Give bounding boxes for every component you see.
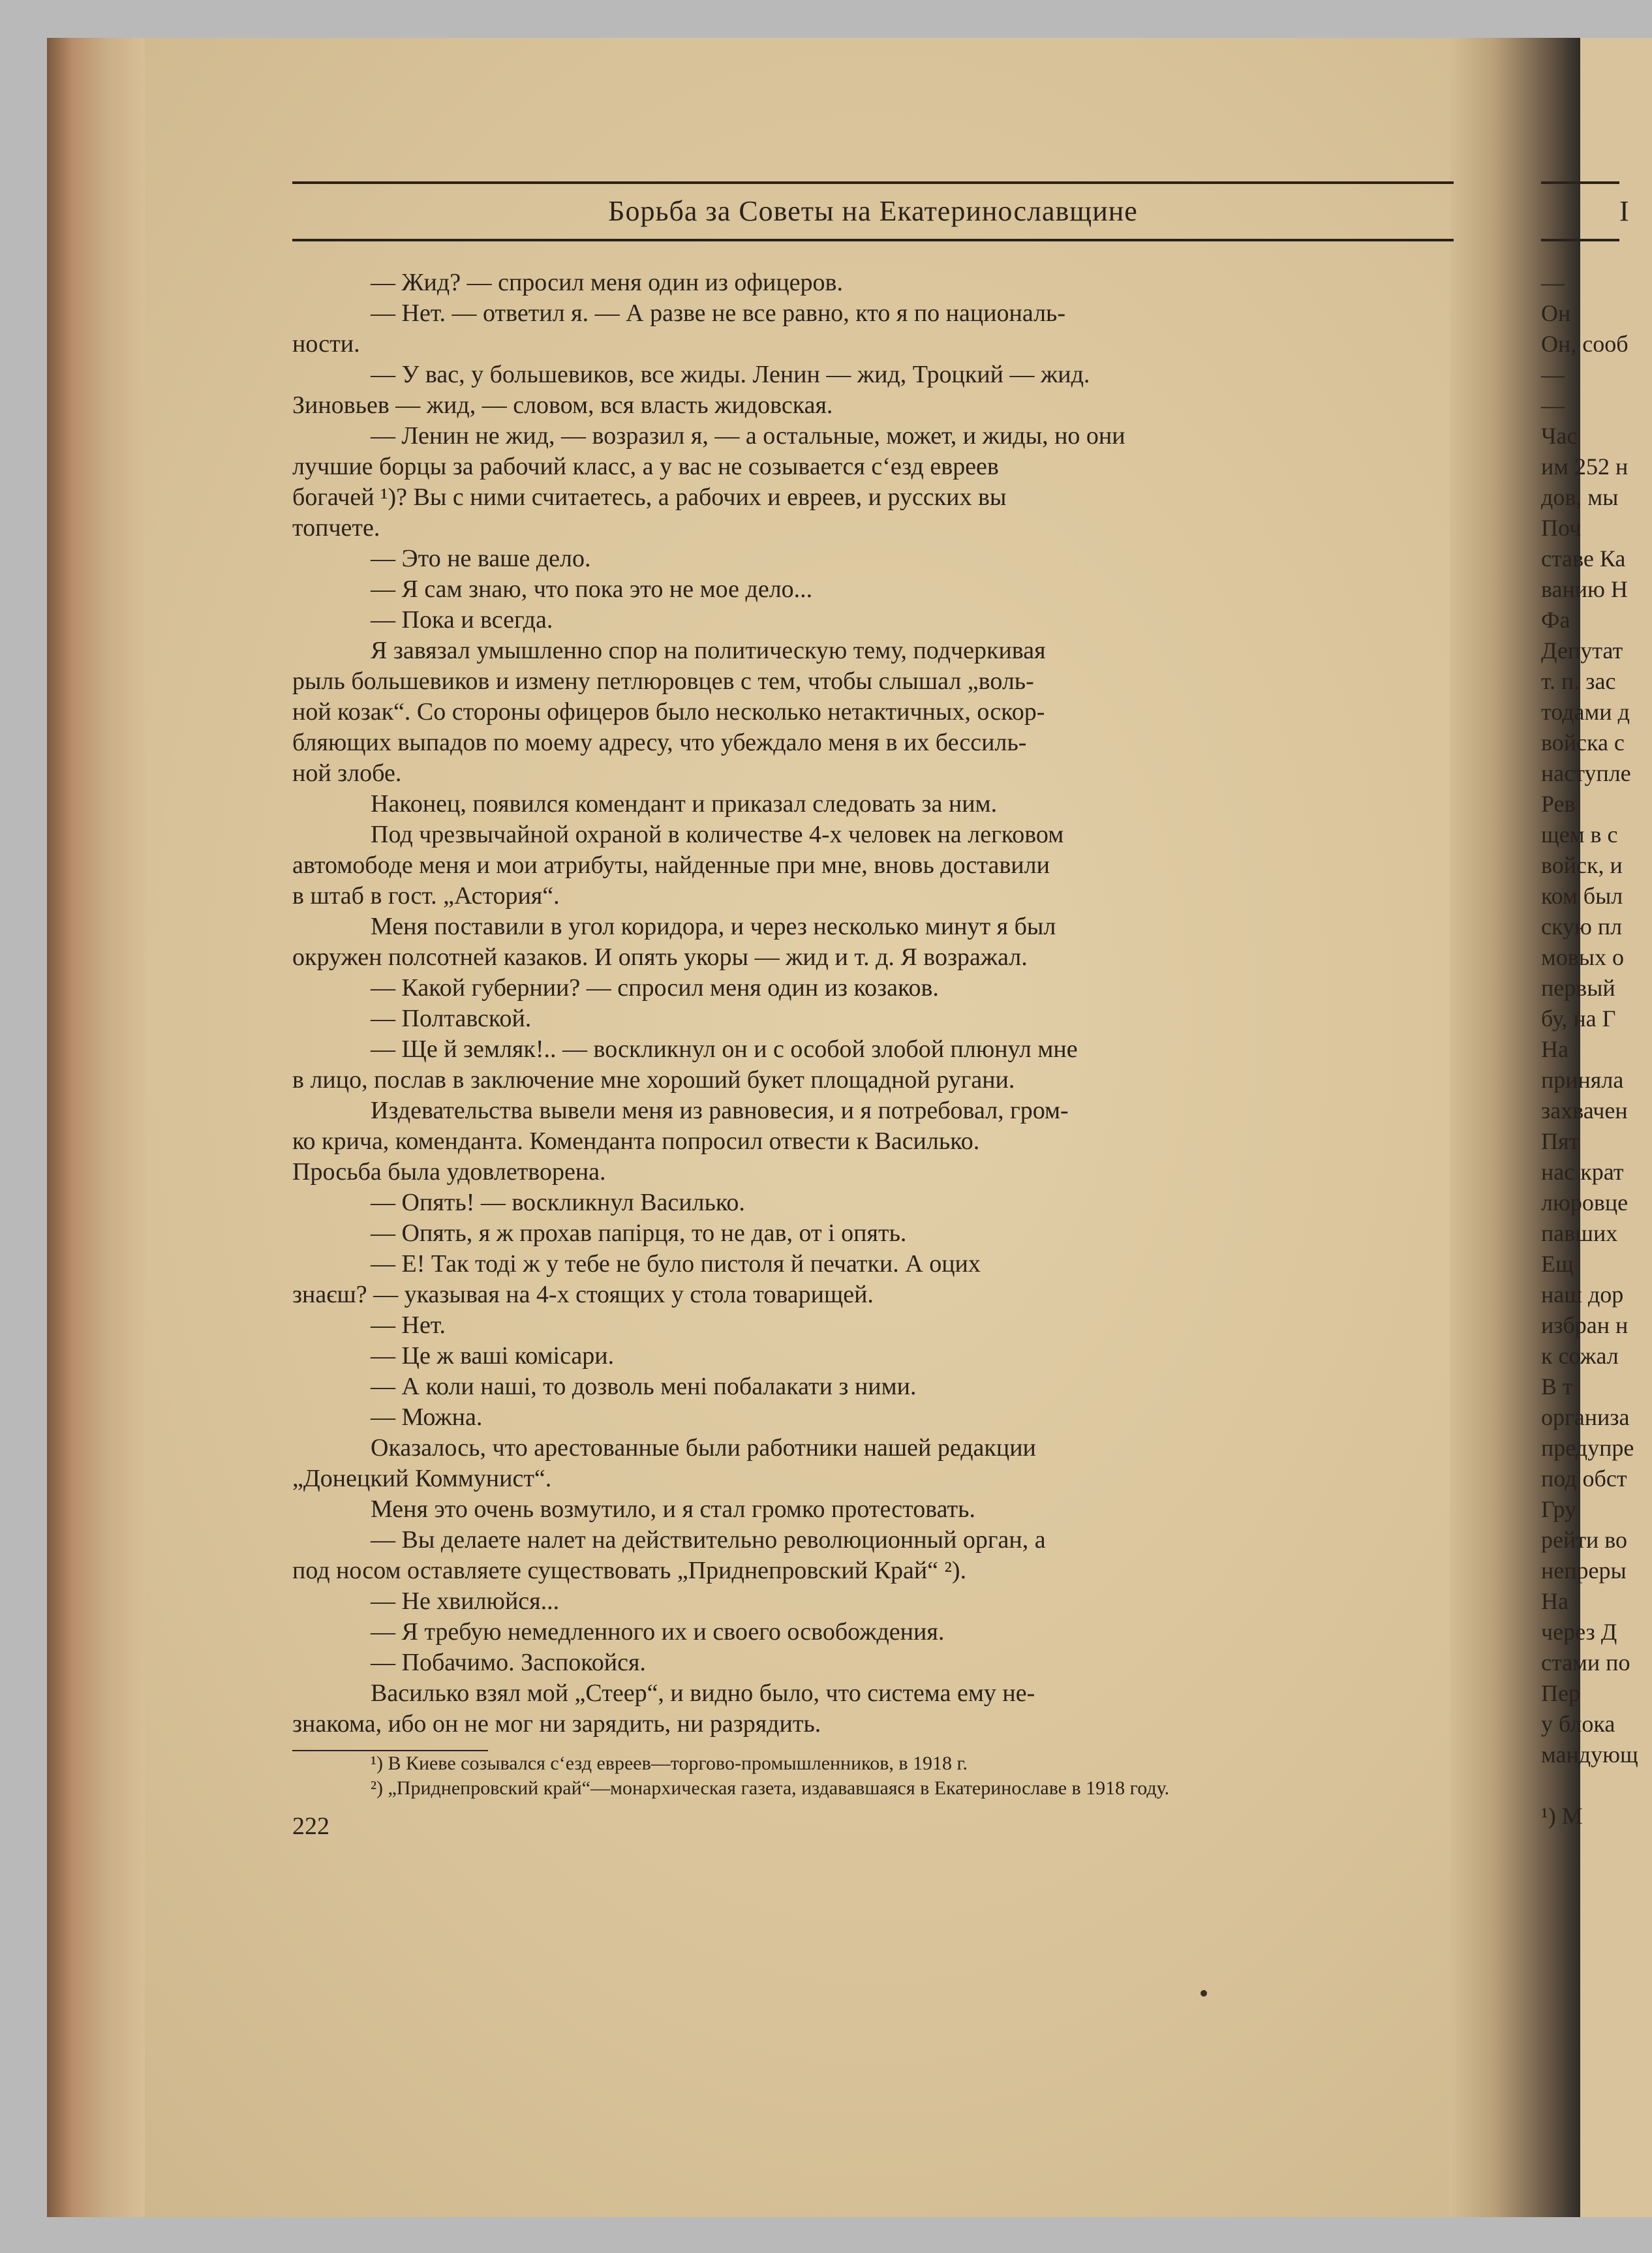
right-page-line: ¹) М: [1541, 1803, 1583, 1829]
paragraph: Василько взял мой „Стеер“, и видно было, что система ему не- знакома, ибо он не мог ни зарядить, ни разрядить.: [292, 1679, 1035, 1738]
right-page-line: захвачен: [1541, 1097, 1628, 1124]
right-page-line: Он: [1541, 300, 1571, 326]
paragraph: — Нет. — ответил я. — А разве не все равно, кто я по националь- ности.: [292, 299, 1066, 358]
left-page-text: [292, 181, 1454, 1943]
paragraph: — Е! Так тоді ж у тебе не було пистоля й печатки. А оцих знаєш? — указывая на 4-х стоящих у стола товарищей.: [292, 1250, 981, 1308]
right-page-lines: [1541, 268, 1638, 1832]
right-page-line: т. п. зас: [1541, 668, 1616, 694]
footnote: ¹) В Киеве созывался с‘езд евреев—торгово-промышленников, в 1918 г.: [371, 1753, 968, 1774]
right-page-line: бу, на Г: [1541, 1005, 1616, 1032]
paragraph: Меня это очень возмутило, и я стал громко протестовать.: [371, 1495, 975, 1523]
paragraph: Издевательства вывели меня из равновесия, и я потребовал, гром- ко крича, коменданта. Коменданта попросил отвести к Василько. Просьба была удовлетворена.: [292, 1097, 1069, 1186]
right-page-line: тодами д: [1541, 699, 1630, 725]
right-page-line: павших: [1541, 1220, 1618, 1246]
page-number: 222: [292, 1813, 329, 1840]
right-page-line: ставе Ка: [1541, 545, 1626, 572]
paragraph: — Я сам знаю, что пока это не мое дело...: [371, 575, 813, 603]
right-running-header: I: [1541, 181, 1619, 241]
right-page-line: мовых о: [1541, 944, 1624, 970]
right-page-line: избран н: [1541, 1312, 1629, 1338]
right-page-line: нас крат: [1541, 1159, 1624, 1185]
right-page-line: мандующ: [1541, 1741, 1638, 1768]
paragraph: — Ще й земляк!.. — воскликнул он и с особой злобой плюнул мне в лицо, послав в заключение мне хороший букет площадной ругани.: [292, 1035, 1078, 1094]
paragraph: — Полтавской.: [371, 1005, 532, 1032]
right-page-line: у блока: [1541, 1711, 1615, 1737]
right-page-line: непреры: [1541, 1557, 1627, 1584]
right-page-line: дов, мы: [1541, 484, 1619, 510]
ink-dot: [1201, 1990, 1207, 1997]
right-page-line: ком был: [1541, 883, 1623, 909]
paragraph: — Це ж ваші комісари.: [371, 1342, 615, 1370]
right-page-line: Депутат: [1541, 637, 1623, 664]
right-page-line: войск, и: [1541, 852, 1623, 878]
right-page-line: рейти во: [1541, 1527, 1627, 1553]
right-page-line: На: [1541, 1036, 1568, 1062]
paragraph: Меня поставили в угол коридора, и через несколько минут я был окружен полсотней казаков. И опять укоры — жид и т. д. Я возражал.: [292, 913, 1056, 971]
right-page-line: Гру: [1541, 1496, 1577, 1522]
right-page-line: Рев: [1541, 791, 1576, 817]
right-page-line: Фа: [1541, 607, 1570, 633]
paragraph: — У вас, у большевиков, все жиды. Ленин — жид, Троцкий — жид. Зиновьев — жид, — словом, вся власть жидовская.: [292, 361, 1090, 419]
paragraph: — Жид? — спросил меня один из офицеров.: [371, 269, 843, 296]
book-edge: [47, 38, 145, 2217]
right-page-line: первый: [1541, 975, 1615, 1001]
right-page-line: Час: [1541, 423, 1578, 449]
right-page-line: наш дор: [1541, 1281, 1624, 1308]
paragraph: Наконец, появился комендант и приказал следовать за ним.: [371, 790, 998, 818]
footnote: ²) „Приднепровский край“—монархическая газета, издававшаяся в Екатеринославе в 1918 году.: [371, 1777, 1170, 1799]
right-page-line: Поч: [1541, 515, 1582, 541]
right-page-line: На: [1541, 1588, 1568, 1614]
paragraph: — Нет.: [371, 1311, 446, 1339]
paragraph: — Опять, я ж прохав папірця, то не дав, от і опять.: [371, 1219, 907, 1247]
paragraph: Я завязал умышленно спор на политическую тему, подчеркивая рыль большевиков и измену петлюровцев с тем, чтобы слышал „воль- ной козак“. Со стороны офицеров было несколько нетактичных, оскор- бляющих выпадов по моему адресу, что убеждало меня в их бессиль- ной злобе.: [292, 637, 1046, 787]
paragraph: Под чрезвычайной охраной в количестве 4-х человек на легковом автомободе меня и мои атрибуты, найденные при мне, вновь доставили в штаб в гост. „Астория“.: [292, 821, 1064, 910]
right-page-line: стами по: [1541, 1649, 1630, 1676]
paragraph: — Вы делаете налет на действительно революционный орган, а под носом оставляете существовать „Приднепровский Край“ ²).: [292, 1526, 1046, 1584]
right-page-line: ванию Н: [1541, 576, 1628, 602]
running-header: Борьба за Советы на Екатеринославщине: [292, 181, 1454, 241]
paragraph: — Можна.: [371, 1403, 483, 1431]
right-page-line: наступле: [1541, 760, 1631, 786]
paragraph: — Какой губернии? — спросил меня один из козаков.: [371, 974, 939, 1002]
paragraph: — Это не ваше дело.: [371, 545, 591, 572]
right-page-line: —: [1541, 361, 1565, 388]
right-page-line: Он, сооб: [1541, 331, 1629, 357]
right-page-line: войска с: [1541, 729, 1625, 756]
paragraph: — А коли наші, то дозволь мені побалакати з ними.: [371, 1373, 917, 1400]
right-page-line: предупре: [1541, 1435, 1634, 1461]
right-page-line: В т: [1541, 1373, 1573, 1400]
paragraph: — Я требую немедленного их и своего освобождения.: [371, 1618, 945, 1646]
right-page-line: —: [1541, 269, 1565, 296]
paragraph: — Побачимо. Заспокойся.: [371, 1649, 646, 1676]
right-page-line: Пят: [1541, 1128, 1580, 1154]
right-page-line: щем в с: [1541, 821, 1618, 848]
right-page-line: к сожал: [1541, 1343, 1619, 1369]
right-page-line: под обст: [1541, 1465, 1627, 1492]
right-page-line: люровце: [1541, 1189, 1629, 1216]
paragraph: — Пока и всегда.: [371, 606, 553, 634]
paragraph: — Опять! — воскликнул Василько.: [371, 1189, 745, 1216]
right-page-line: им 252 н: [1541, 453, 1629, 480]
right-page-line: скую пл: [1541, 913, 1623, 940]
right-page-line: Ещ: [1541, 1251, 1574, 1277]
paragraph: — Не хвилюйся...: [371, 1587, 560, 1615]
footnotes: [292, 1751, 1454, 1801]
right-page-line: приняла: [1541, 1067, 1624, 1093]
paragraph: — Ленин не жид, — возразил я, — а остальные, может, и жиды, но они лучшие борцы за рабочий класс, а у вас не созывается с‘езд евреев богачей ¹)? Вы с ними считаетесь, а рабочих и евреев, и русских вы топчете.: [292, 422, 1125, 542]
right-page-fragment: [1541, 181, 1638, 1832]
paragraph: Оказалось, что арестованные были работники нашей редакции „Донецкий Коммунист“.: [292, 1434, 1036, 1492]
right-page-line: [1541, 1770, 1619, 1801]
right-page-line: Пер: [1541, 1680, 1580, 1706]
right-page-line: организа: [1541, 1404, 1630, 1430]
right-page-line: через Д: [1541, 1619, 1617, 1645]
page-body: [292, 268, 1454, 1740]
right-page-line: —: [1541, 392, 1565, 418]
